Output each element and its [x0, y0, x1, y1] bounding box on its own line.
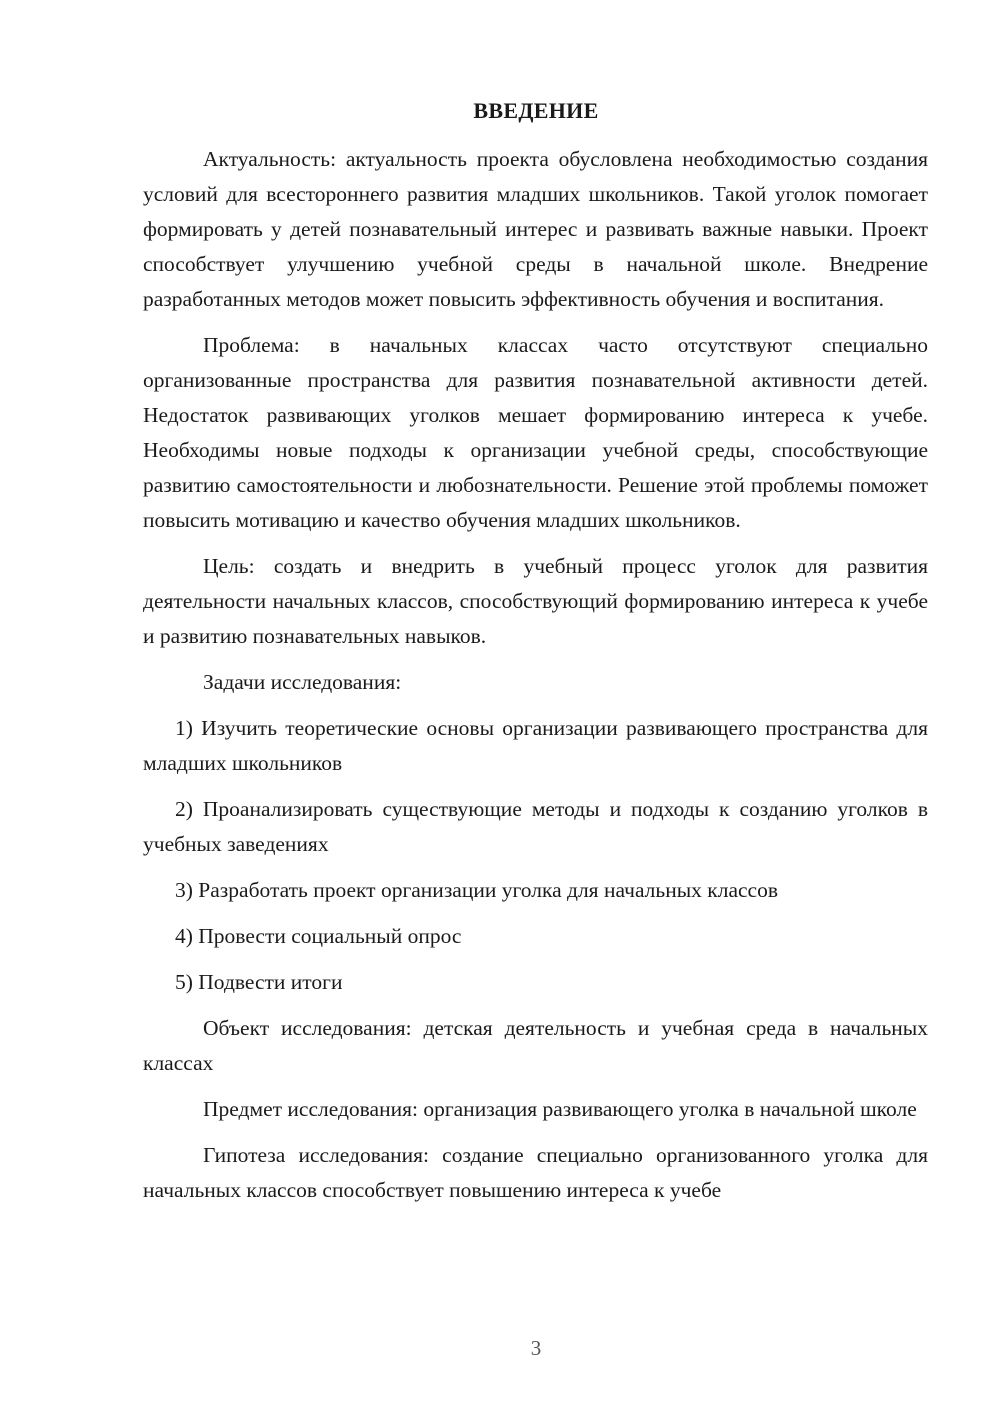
task-item-5: 5) Подвести итоги — [175, 970, 343, 994]
task-item-3: 3) Разработать проект организации уголка для начальных классов — [175, 878, 778, 902]
paragraph-problem: Проблема: в начальных классах часто отсутствуют специально организованные пространства для развития познавательной активности детей. Недостаток развивающих уголков мешает формированию интереса к учебе. Необходимы новые подходы к организации учебной среды, способствующие развитию самостоятельности и любознательности. Решение этой проблемы поможет повысить мотивацию и качество обучения младших школьников. — [143, 333, 928, 532]
page-number: 3 — [530, 1336, 542, 1360]
paragraph-object: Объект исследования: детская деятельность и учебная среда в начальных классах — [143, 1016, 928, 1075]
paragraph-hypothesis: Гипотеза исследования: создание специально организованного уголка для начальных классов способствует повышению интереса к учебе — [143, 1143, 928, 1202]
task-item-1: 1) Изучить теоретические основы организации развивающего пространства для младших школьников — [143, 716, 928, 775]
document-body — [143, 142, 928, 1219]
task-item-2: 2) Проанализировать существующие методы и подходы к созданию уголков в учебных заведениях — [143, 797, 928, 856]
task-item-4: 4) Провести социальный опрос — [175, 924, 462, 948]
tasks-heading: Задачи исследования: — [203, 670, 402, 694]
page-title: ВВЕДЕНИЕ — [473, 98, 599, 123]
paragraph-relevance: Актуальность: актуальность проекта обусловлена необходимостью создания условий для всестороннего развития младших школьников. Такой уголок помогает формировать у детей познавательный интерес и развивать важные навыки. Проект способствует улучшению учебной среды в начальной школе. Внедрение разработанных методов может повысить эффективность обучения и воспитания. — [143, 147, 928, 311]
paragraph-goal: Цель: создать и внедрить в учебный процесс уголок для развития деятельности начальных классов, способствующий формированию интереса к учебе и развитию познавательных навыков. — [143, 554, 928, 648]
paragraph-subject: Предмет исследования: организация развивающего уголка в начальной школе — [203, 1097, 917, 1121]
